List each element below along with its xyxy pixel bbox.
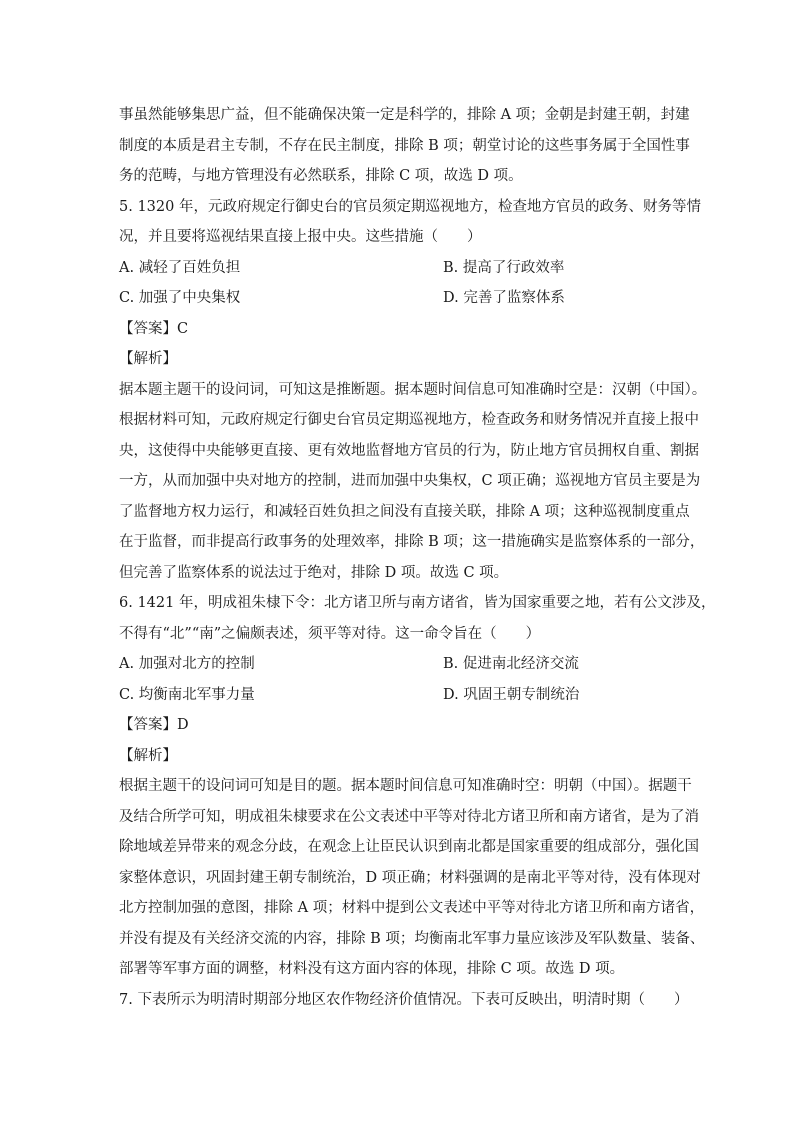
options-row (119, 253, 687, 284)
option-c: C. 均衡南北军事力量 (119, 686, 255, 703)
question-stem-line: 6. 1421 年，明成祖朱棣下令：北方诸卫所与南方诸省，皆为国家重要之地，若有公文涉及， (119, 595, 716, 611)
analysis-line: 家整体意识，巩固封建王朝专制统治，D 项正确；材料强调的是南北平等对待，没有体现对 (119, 869, 701, 886)
analysis-line: 并没有提及有关经济交流的内容，排除 B 项；均衡南北军事力量应该涉及军队数量、装备、 (119, 930, 705, 947)
analysis-line: 北方控制加强的意图，排除 A 项；材料中提到公文表述中平等对待北方诸卫所和南方诸省， (119, 900, 705, 916)
analysis-line: 根据主题干的设问词可知是目的题。据本题时间信息可知准确时空：明朝（中国）。据题干 (119, 778, 692, 794)
answer-label: 【答案】D (119, 717, 189, 733)
analysis-line: 一方，从而加强中央对地方的控制，进而加强中央集权，C 项正确；巡视地方官员主要是为 (119, 473, 701, 489)
analysis-line: 根据材料可知，元政府规定行御史台官员定期巡视地方，检查政务和财务情况并直接上报中 (119, 412, 699, 428)
option-b: B. 促进南北经济交流 (443, 656, 579, 672)
answer-label: 【答案】C (119, 320, 189, 337)
option-d: D. 巩固王朝专制统治 (443, 686, 580, 703)
document-content (119, 100, 716, 1015)
question-5 (119, 192, 707, 589)
option-a: A. 加强对北方的控制 (119, 656, 255, 672)
question-stem-line: 7. 下表所示为明清时期部分地区农作物经济价值情况。下表可反映出，明清时期（ ） (119, 991, 689, 1008)
option-b: B. 提高了行政效率 (443, 259, 565, 276)
options-row (119, 680, 687, 711)
analysis-title: 【解析】 (119, 747, 177, 764)
previous-analysis-continuation (119, 100, 690, 192)
question-stem-line: 况，并且要将巡视结果直接上报中央。这些措施（ ） (119, 229, 482, 245)
options-row (119, 649, 687, 680)
analysis-title: 【解析】 (119, 351, 177, 367)
question-7 (119, 985, 687, 1016)
question-stem-line: 5. 1320 年，元政府规定行御史台的官员须定期巡视地方，检查地方官员的政务、财务等情 (119, 198, 701, 215)
option-d: D. 完善了监察体系 (443, 290, 565, 306)
analysis-line: 部署等军事方面的调整，材料没有这方面内容的体现，排除 C 项。故选 D 项。 (119, 961, 625, 977)
option-c: C. 加强了中央集权 (119, 290, 241, 306)
question-6 (119, 588, 716, 985)
analysis-line: 除地域差异带来的观念分歧，在观念上让臣民认识到南北都是国家重要的组成部分，强化国 (119, 839, 699, 855)
question-stem-line: 不得有“北”“南”之偏颇表述，须平等对待。这一命令旨在（ ） (119, 625, 541, 642)
analysis-line: 在于监督，而非提高行政事务的处理效率，排除 B 项；这一措施确实是监察体系的一部分， (119, 534, 705, 550)
analysis-line: 及结合所学可知，明成祖朱棣要求在公文表述中平等对待北方诸卫所和南方诸省，是为了消 (119, 808, 699, 825)
analysis-line: 央，这使得中央能够更直接、更有效地监督地方官员的行为，防止地方官员拥权自重、割据 (119, 442, 699, 459)
options-row (119, 283, 687, 314)
paragraph-line: 务的范畴，与地方管理没有必然联系，排除 C 项，故选 D 项。 (119, 168, 523, 184)
paragraph-line: 事虽然能够集思广益，但不能确保决策一定是科学的，排除 A 项；金朝是封建王朝，封建 (119, 107, 690, 123)
analysis-line: 据本题主题干的设问词，可知这是推断题。据本题时间信息可知准确时空是：汉朝（中国）。 (119, 381, 707, 398)
option-a: A. 减轻了百姓负担 (119, 259, 241, 276)
analysis-line: 了监督地方权力运行，和减轻百姓负担之间没有直接关联，排除 A 项；这种巡视制度重点 (119, 503, 690, 520)
analysis-line: 但完善了监察体系的说法过于绝对，排除 D 项。故选 C 项。 (119, 564, 509, 581)
paragraph-line: 制度的本质是君主专制，不存在民主制度，排除 B 项；朝堂讨论的这些事务属于全国性事 (119, 137, 690, 154)
